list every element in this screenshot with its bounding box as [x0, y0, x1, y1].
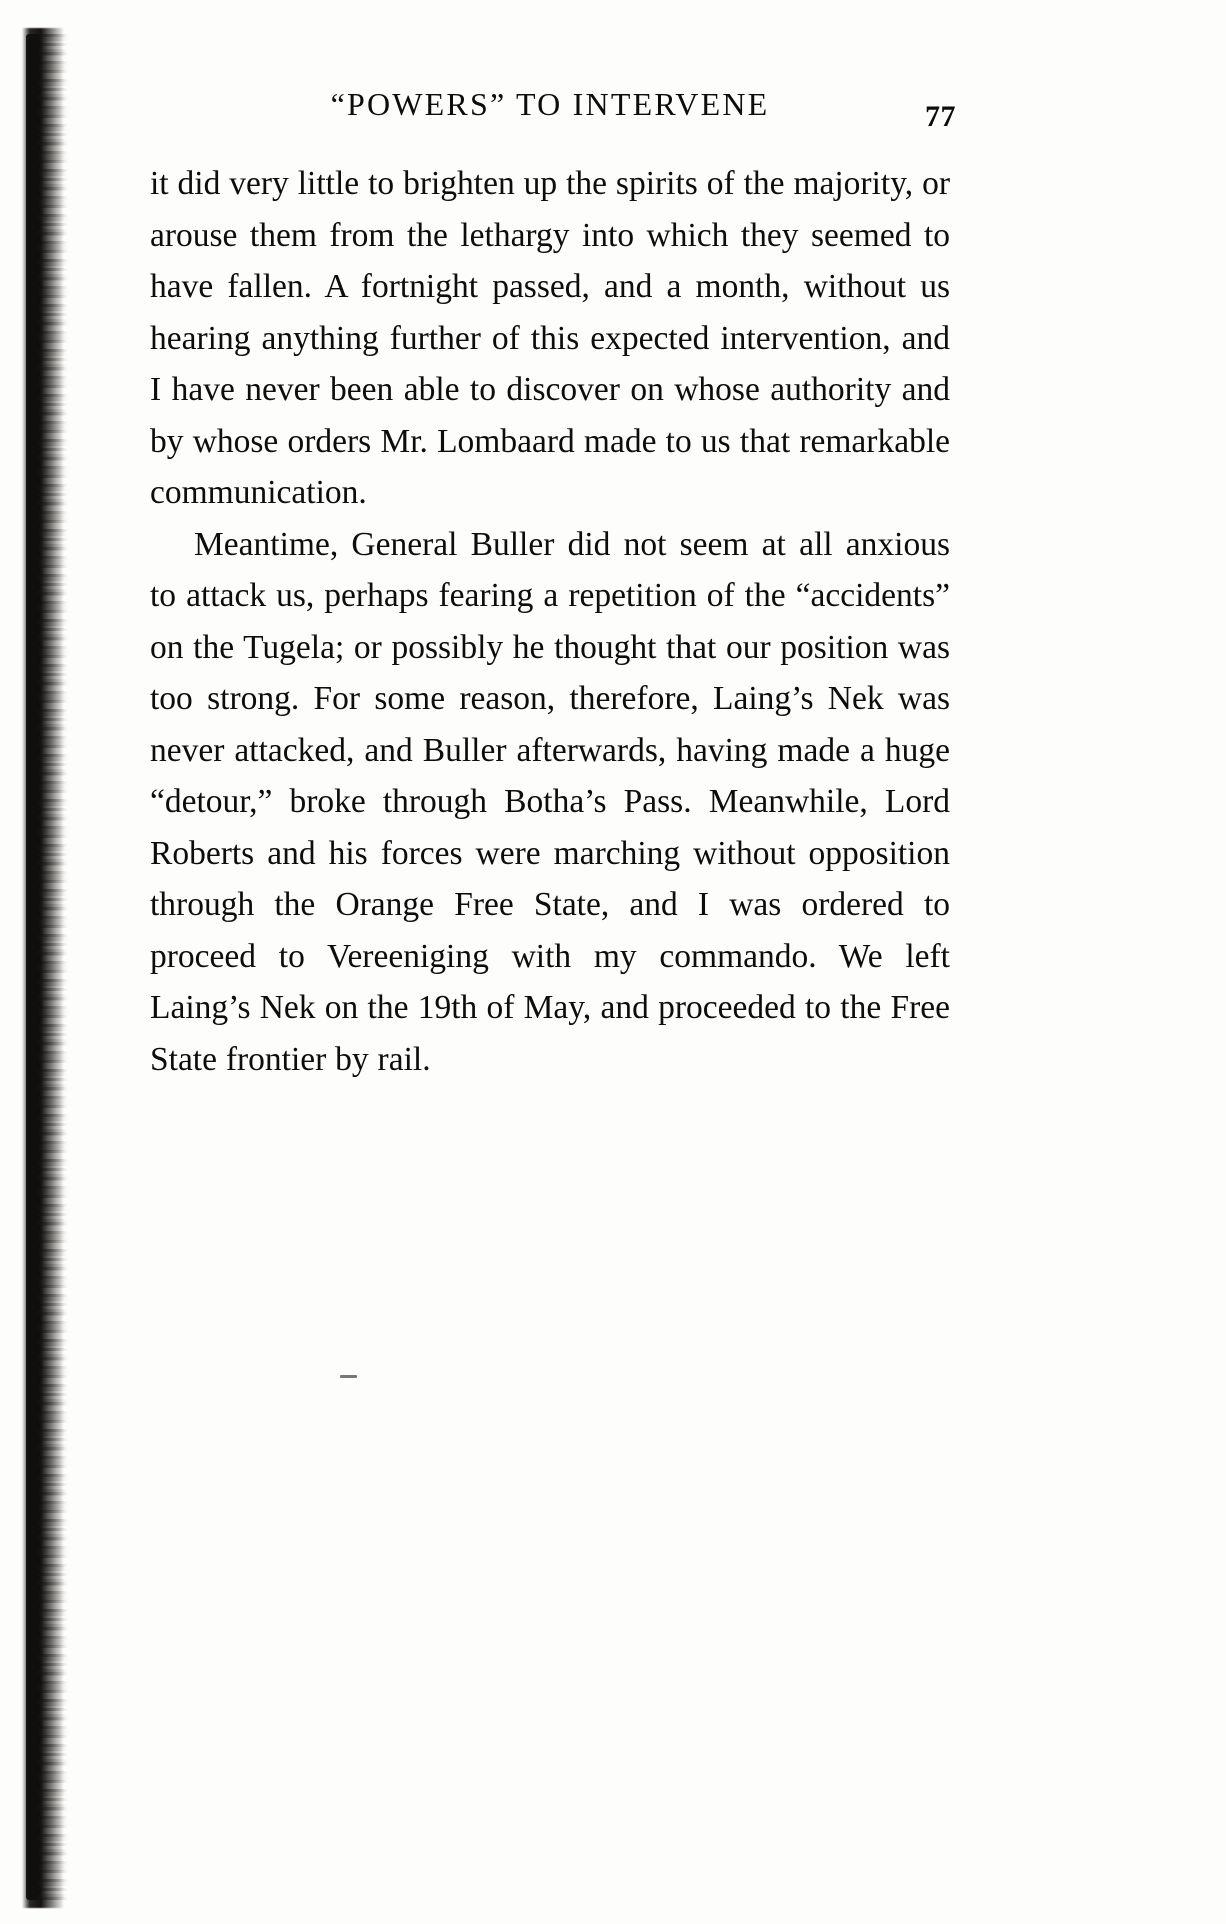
page-number: 77	[925, 100, 956, 133]
scan-artifact-speck	[340, 1375, 357, 1378]
paragraph-1: it did very little to brighten up the spirits of the majority, or arouse them from the lethargy into which they seemed to have fallen. A fortnight passed, and a month, without us hearing anything further of this expected intervention, and I have never been able to discover on whose authority and by whose orders Mr. Lombaard made to us that remarkable communication.	[150, 165, 950, 511]
page-text-block	[150, 86, 956, 1085]
paragraph-2: Meantime, General Buller did not seem at all anxious to attack us, perhaps fearing a repetition of the “accidents” on the Tugela; or possibly he thought that our position was too strong. For some reason, therefore, Laing’s Nek was never attacked, and Buller afterwards, having made a huge “detour,” broke through Botha’s Pass. Meanwhile, Lord Roberts and his forces were marching without opposition through the Orange Free State, and I was ordered to proceed to Vereeniging with my commando. We left Laing’s Nek on the 19th of May, and proceeded to the Free State frontier by rail.	[150, 525, 950, 1078]
page-title: “POWERS” TO INTERVENE	[330, 86, 770, 122]
running-head	[150, 86, 956, 140]
binding-texture	[38, 34, 68, 1900]
